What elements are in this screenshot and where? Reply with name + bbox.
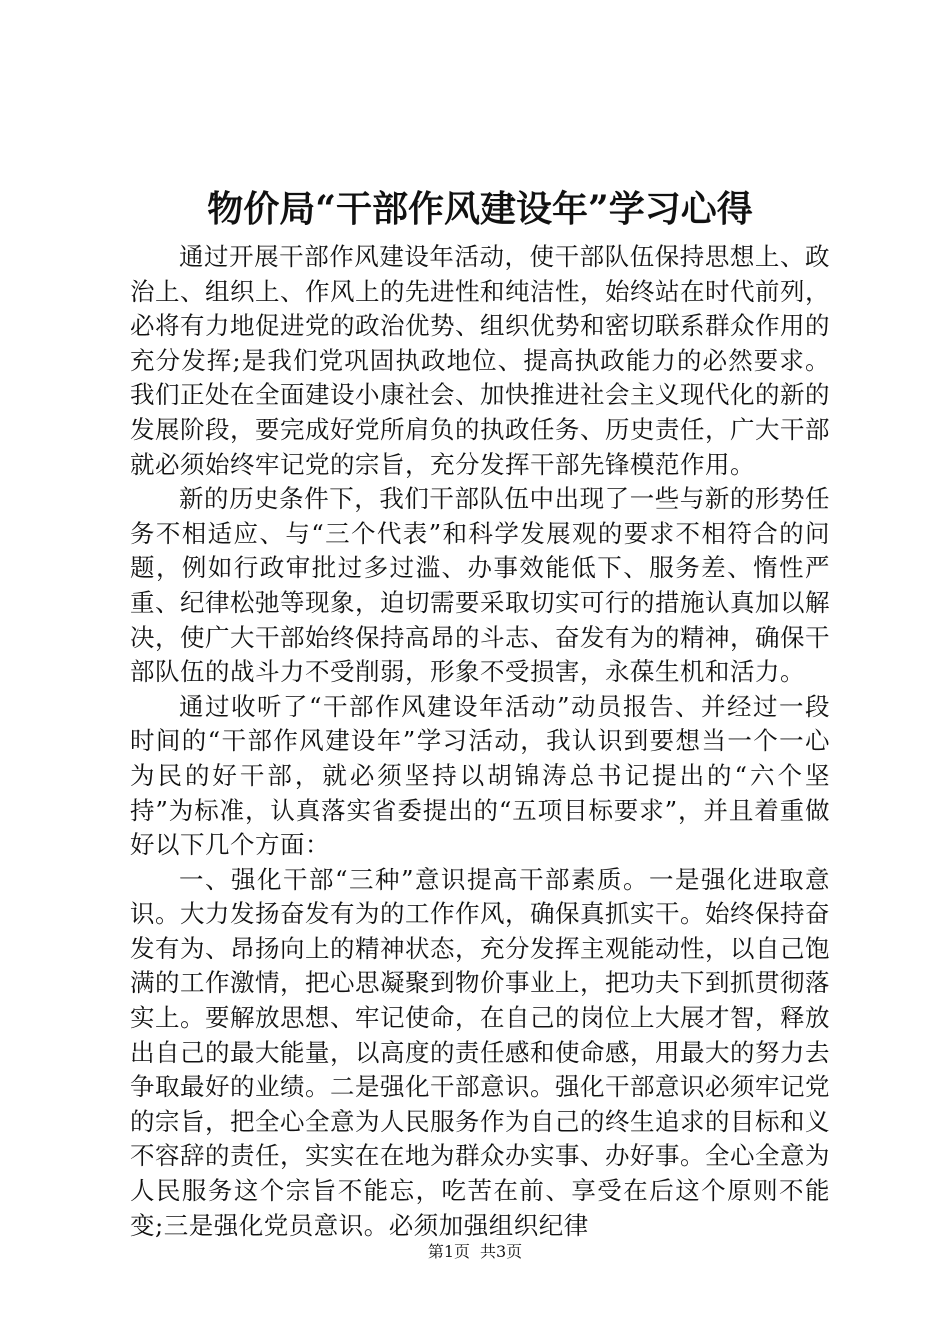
page-total: 共3页: [480, 1242, 523, 1261]
document-title: 物价局“干部作风建设年”学习心得: [207, 188, 753, 230]
page-footer: [0, 1241, 950, 1263]
paragraph-1: 通过开展干部作风建设年活动，使干部队伍保持思想上、政治上、组织上、作风上的先进性和纯洁性，始终站在时代前列，必将有力地促进党的政治优势、组织优势和密切联系群众作用的充分发挥;是我们党巩固执政地位、提高执政能力的必然要求。我们正处在全面建设小康社会、加快推进社会主义现代化的新的发展阶段，要完成好党所肩负的执政任务、历史责任，广大干部就必须始终牢记党的宗旨，充分发挥干部先锋模范作用。: [130, 242, 830, 479]
paragraph-4: 一、强化干部“三种”意识提高干部素质。一是强化进取意识。大力发扬奋发有为的工作作风，确保真抓实干。始终保持奋发有为、昂扬向上的精神状态，充分发挥主观能动性，以自己饱满的工作激情，把心思凝聚到物价事业上，把功夫下到抓贯彻落实上。要解放思想、牢记使命，在自己的岗位上大展才智，释放出自己的最大能量，以高度的责任感和使命感，用最大的努力去争取最好的业绩。二是强化干部意识。强化干部意识必须牢记党的宗旨，把全心全意为人民服务作为自己的终生追求的目标和义不容辞的责任，实实在在地为群众办实事、办好事。全心全意为人民服务这个宗旨不能忘，吃苦在前、享受在后这个原则不能变;三是强化党员意识。必须加强组织纪律: [130, 864, 830, 1240]
paragraph-3: 通过收听了“干部作风建设年活动”动员报告、并经过一段时间的“干部作风建设年”学习活动，我认识到要想当一个一心为民的好干部，就必须坚持以胡锦涛总书记提出的“六个坚持”为标准，认真落实省委提出的“五项目标要求”，并且着重做好以下几个方面：: [130, 691, 830, 860]
paragraph-2: 新的历史条件下，我们干部队伍中出现了一些与新的形势任务不相适应、与“三个代表”和科学发展观的要求不相符合的问题，例如行政审批过多过滥、办事效能低下、服务差、惰性严重、纪律松弛等现象，迫切需要采取切实可行的措施认真加以解决，使广大干部始终保持高昂的斗志、奋发有为的精神，确保干部队伍的战斗力不受削弱，形象不受损害，永葆生机和活力。: [130, 484, 830, 687]
page-number: 第1页: [427, 1242, 470, 1261]
document-body: [130, 240, 830, 1243]
